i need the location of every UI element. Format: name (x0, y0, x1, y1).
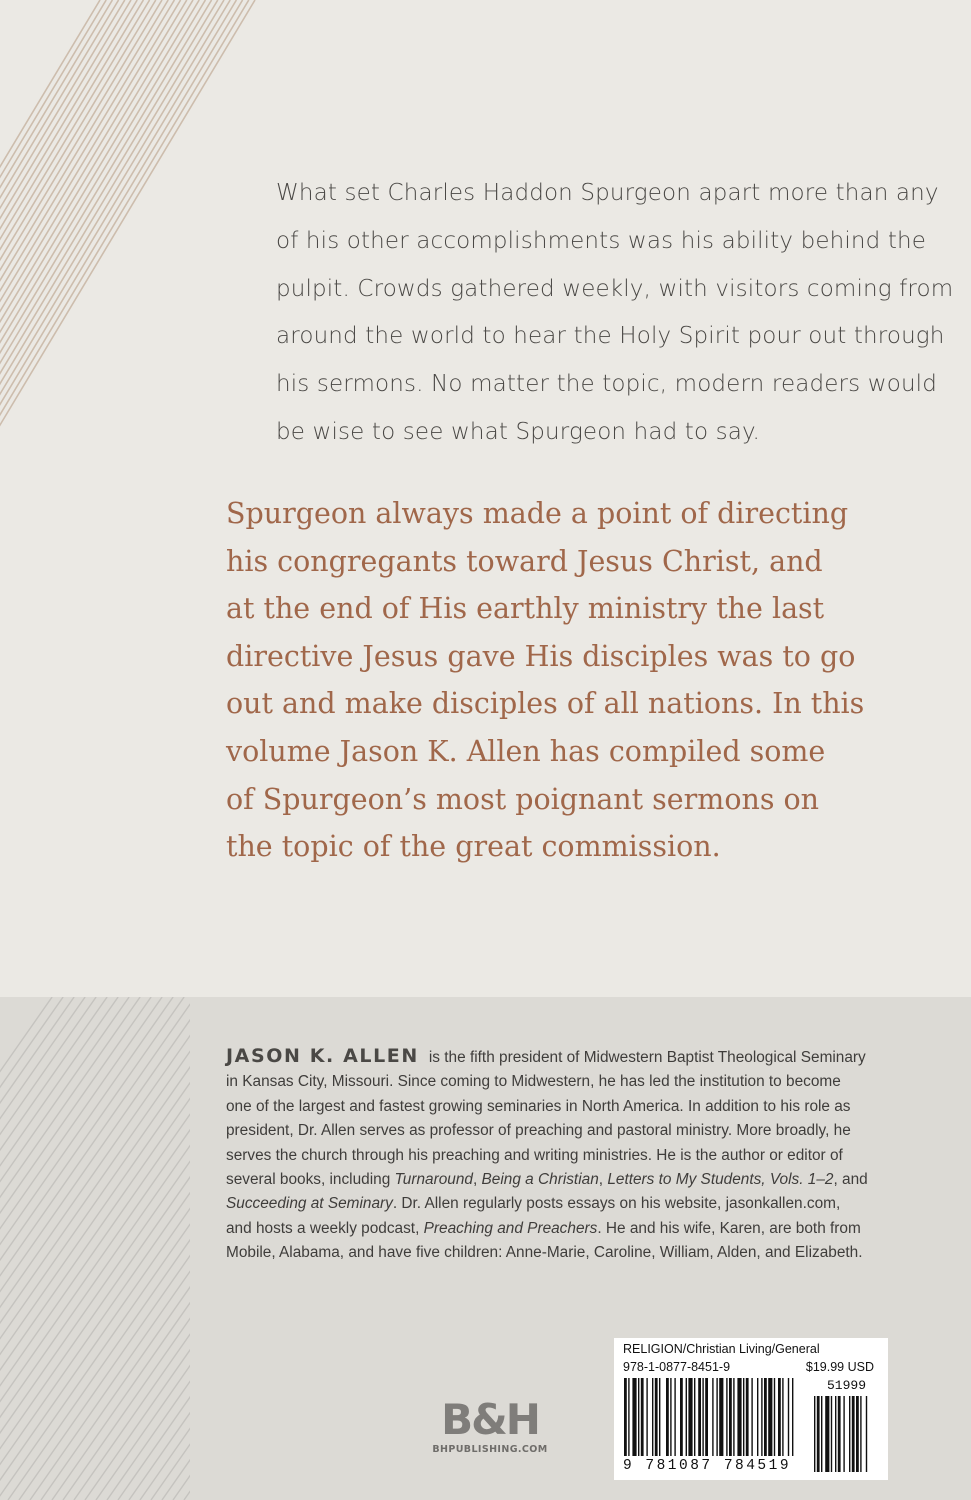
pull-line: directive Jesus gave His disciples was to go (226, 639, 856, 673)
bh-logo-mark: B&H (441, 1395, 539, 1444)
price-label: $19.99 USD (805, 1360, 874, 1374)
price-code: 51999 (826, 1378, 866, 1393)
book-title: Turnaround (394, 1171, 473, 1189)
barcode-label (614, 1338, 888, 1480)
pull-line: Spurgeon always made a point of directing (226, 497, 849, 530)
intro-line: around the world to hear the Holy Spirit pour out through (276, 323, 945, 350)
pull-line: at the end of His earthly ministry the last (226, 592, 825, 626)
bio-line: Succeeding at Seminary. Dr. Allen regularly posts essays on his website, jasonkallen.com, (226, 1195, 841, 1213)
book-title: Being a Christian (481, 1171, 599, 1189)
pull-line: volume Jason K. Allen has compiled some (226, 734, 826, 768)
intro-paragraph (276, 170, 954, 457)
pull-quote (226, 490, 926, 871)
author-name: JASON K. ALLEN (226, 1045, 419, 1067)
bio-line: in Kansas City, Missouri. Since coming to Midwestern, he has led the institution to become (226, 1073, 841, 1091)
intro-line: of his other accomplishments was his ability behind the (276, 227, 927, 254)
intro-line: his sermons. No matter the topic, modern readers would (276, 371, 937, 398)
bisac-category: RELIGION/Christian Living/General (623, 1342, 820, 1356)
diagonal-stripes-top (0, 0, 260, 700)
bio-line: Mobile, Alabama, and have five children: Anne-Marie, Caroline, William, Alden, and Elizabeth. (226, 1244, 863, 1262)
podcast-title: Preaching and Preachers (423, 1219, 598, 1237)
bio-line: JASON K. ALLEN is the fifth president of Midwestern Baptist Theological Seminary (226, 1045, 866, 1067)
pull-line: the topic of the great commission. (226, 830, 721, 864)
bio-line: several books, including Turnaround, Being a Christian, Letters to My Students, Vols. 1–2, and (226, 1171, 868, 1189)
bio-line: and hosts a weekly podcast, Preaching and Preachers. He and his wife, Karen, are both from (226, 1219, 861, 1237)
publisher-url: BHPUBLISHING.COM (432, 1444, 548, 1455)
isbn-number: 978-1-0877-8451-9 (623, 1360, 731, 1374)
bio-line: president, Dr. Allen serves as professor of preaching and pastoral ministry. More broadly, he (226, 1122, 851, 1140)
pull-line: of Spurgeon’s most poignant sermons on (226, 782, 820, 816)
author-bio (226, 1044, 946, 1266)
intro-line: be wise to see what Spurgeon had to say. (276, 418, 760, 445)
book-title: Succeeding at Seminary (226, 1195, 393, 1213)
bio-line: serves the church through his preaching and writing ministries. He is the author or editor of (226, 1146, 843, 1164)
book-title: Letters to My Students, Vols. 1–2 (607, 1171, 834, 1189)
intro-line: What set Charles Haddon Spurgeon apart more than any (276, 180, 939, 206)
intro-line: pulpit. Crowds gathered weekly, with visitors coming from (276, 275, 954, 302)
pull-line: out and make disciples of all nations. In this (226, 687, 865, 721)
publisher-logo (420, 1395, 560, 1455)
pull-line: his congregants toward Jesus Christ, and (226, 544, 823, 578)
diagonal-stripes-bottom (0, 997, 190, 1500)
bio-line: one of the largest and fastest growing seminaries in North America. In addition to his role as (226, 1097, 851, 1115)
ean-digits: 9 781087 784519 (623, 1458, 792, 1474)
